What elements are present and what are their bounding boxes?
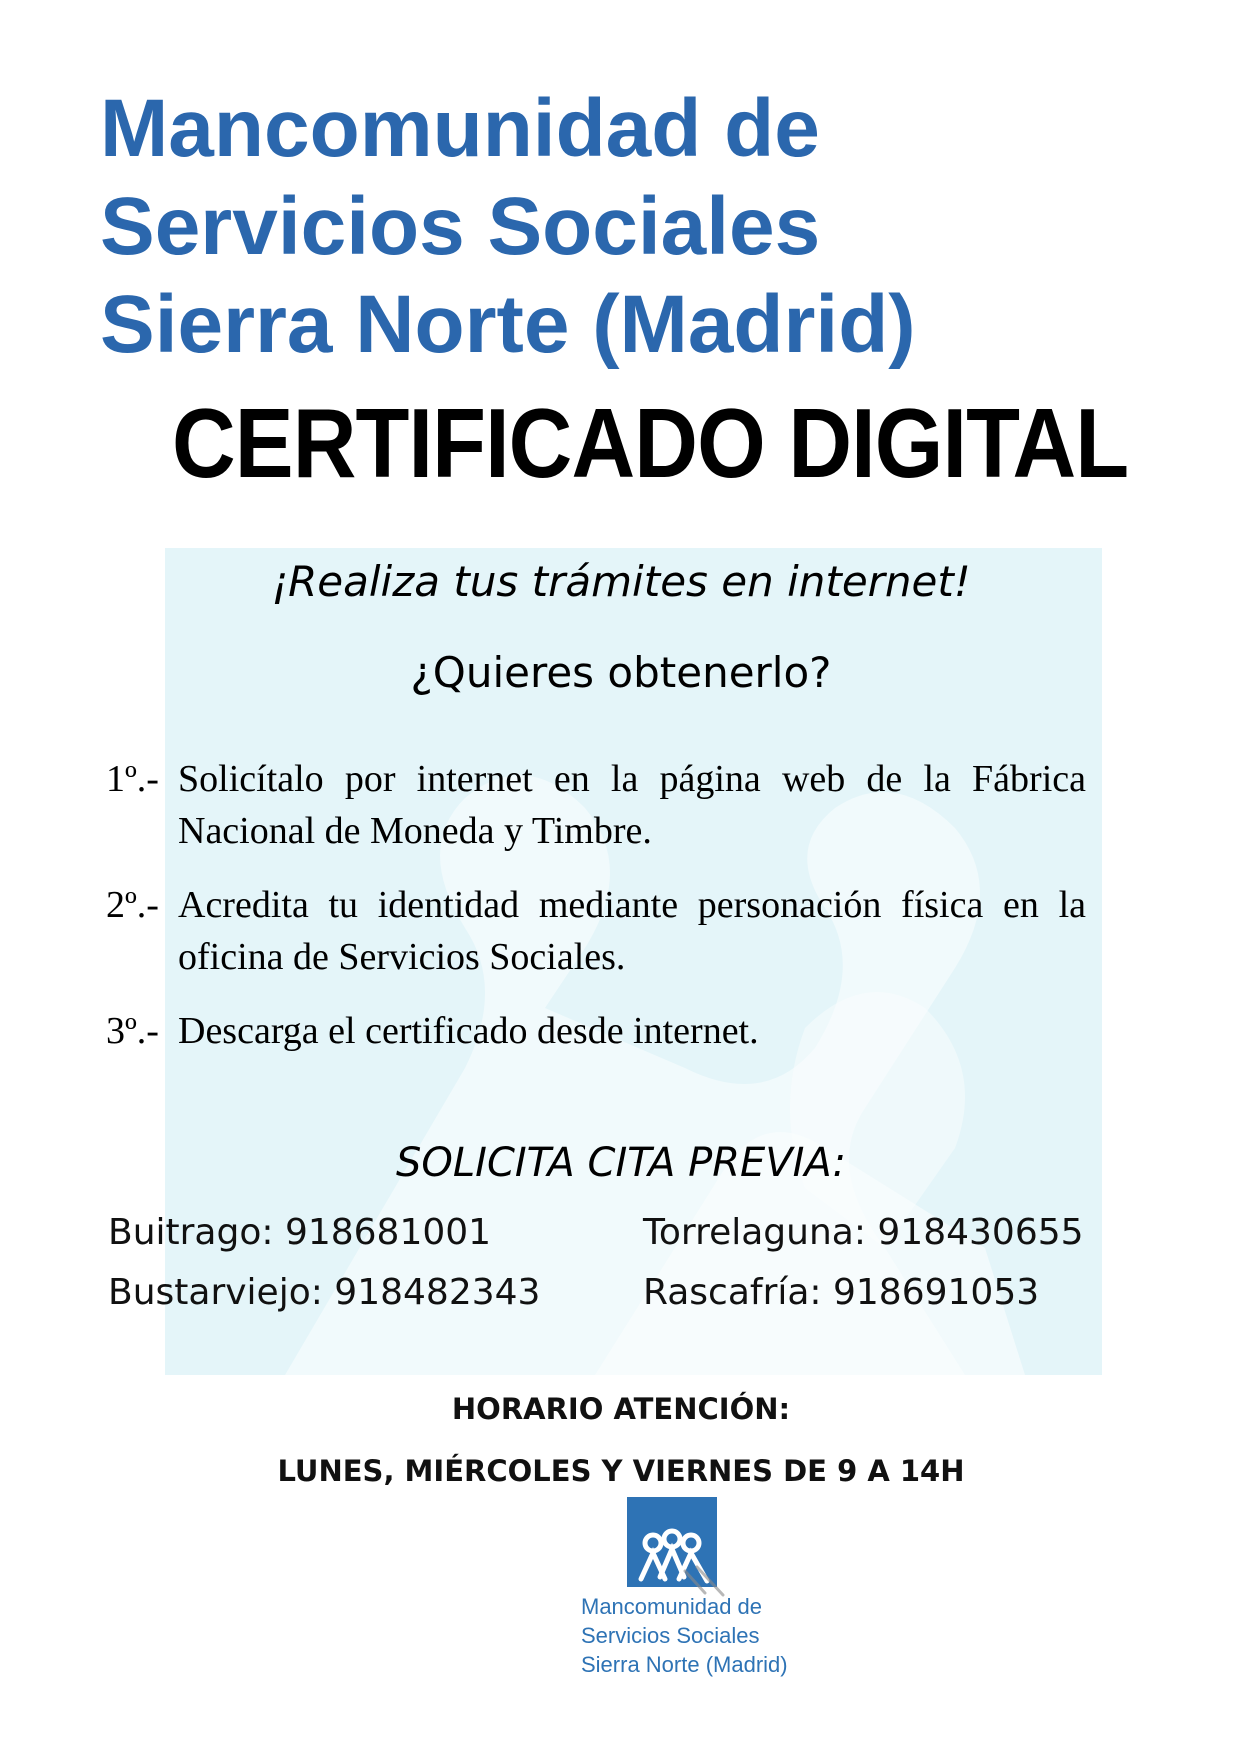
- organization-title-line-3: Sierra Norte (Madrid): [100, 279, 916, 370]
- logo-caption-line-3: Sierra Norte (Madrid): [581, 1652, 788, 1677]
- main-title: CERTIFICADO DIGITAL: [172, 388, 1129, 498]
- organization-title: [100, 80, 1160, 374]
- phone-torrelaguna: Torrelaguna: 918430655: [643, 1212, 1084, 1253]
- phone-buitrago: Buitrago: 918681001: [108, 1212, 492, 1253]
- step-number: 3º.-: [106, 1010, 159, 1052]
- logo-caption: [581, 1592, 788, 1679]
- step-number: 2º.-: [106, 884, 159, 926]
- phone-bustarviejo: Bustarviejo: 918482343: [108, 1272, 541, 1313]
- logo-caption-line-2: Servicios Sociales: [581, 1623, 760, 1648]
- phone-rascafria: Rascafría: 918691053: [643, 1272, 1040, 1313]
- step-item: [106, 753, 1086, 857]
- organization-title-line-1: Mancomunidad de: [100, 83, 820, 174]
- tagline: ¡Realiza tus trámites en internet!: [271, 557, 971, 606]
- logo-caption-line-1: Mancomunidad de: [581, 1594, 763, 1619]
- step-item: [106, 1005, 1086, 1057]
- question: ¿Quieres obtenerlo?: [410, 648, 832, 697]
- hours-heading: HORARIO ATENCIÓN:: [451, 1392, 791, 1426]
- step-text: Solicítalo por internet en la página web de la Fábrica Nacional de Moneda y Timbre.: [178, 758, 1086, 852]
- step-text: Acredita tu identidad mediante personación física en la oficina de Servicios Sociales.: [178, 884, 1086, 978]
- step-number: 1º.-: [106, 758, 159, 800]
- hours-days: LUNES, MIÉRCOLES Y VIERNES DE 9 A 14H: [277, 1454, 965, 1488]
- organization-title-line-2: Servicios Sociales: [100, 181, 821, 272]
- step-text: Descarga el certificado desde internet.: [178, 1010, 759, 1052]
- people-group-icon: [627, 1497, 717, 1587]
- step-item: [106, 879, 1086, 983]
- appointment-heading: SOLICITA CITA PREVIA:: [395, 1140, 847, 1186]
- steps-list: [106, 753, 1086, 1079]
